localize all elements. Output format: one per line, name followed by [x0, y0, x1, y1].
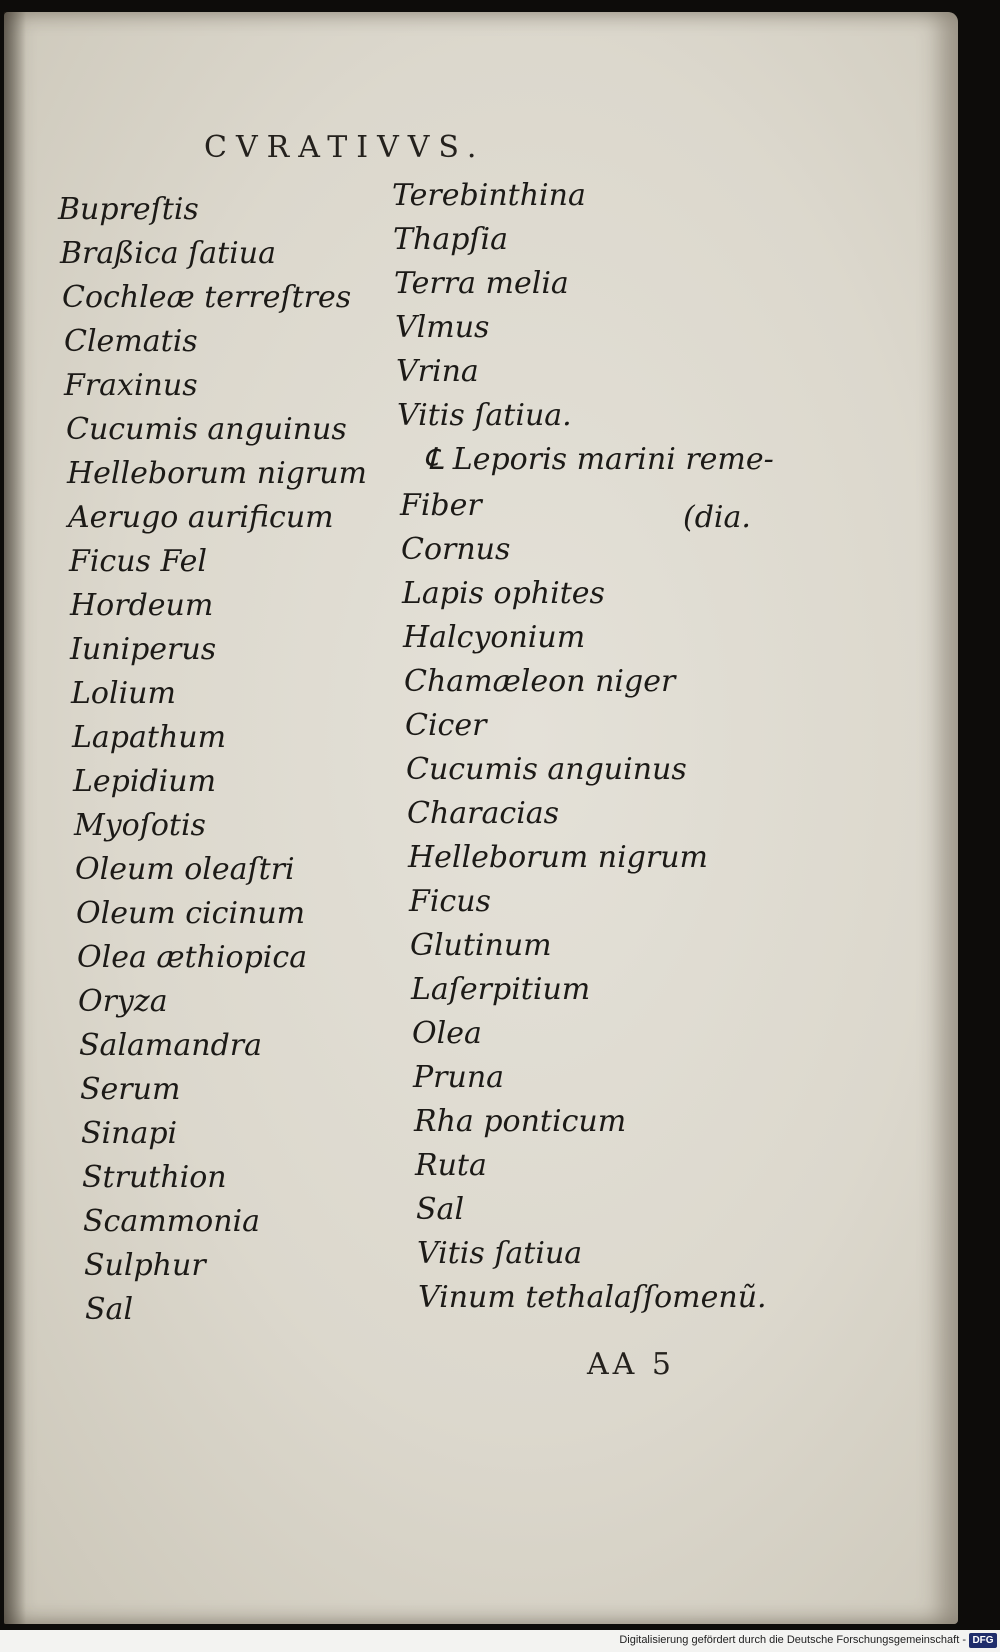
right-entry: Ruta — [415, 1148, 487, 1183]
right-entry: Helleborum nigrum — [408, 840, 708, 875]
right-entry: ℄ Leporis marini reme- — [424, 442, 774, 477]
right-entry: Ficus — [409, 884, 491, 919]
left-entry: Ficus Fel — [69, 544, 207, 579]
left-entry: Oleum cicinum — [76, 896, 306, 931]
dfg-logo-icon: DFG — [969, 1633, 997, 1648]
left-entry: Braßica ſatiua — [60, 236, 276, 271]
left-entry: Olea æthiopica — [77, 940, 308, 975]
left-entry: Salamandra — [79, 1028, 263, 1063]
left-entry: Scammonia — [83, 1204, 260, 1239]
right-entry: Chamæleon niger — [404, 664, 676, 699]
left-entry: Lepidium — [73, 764, 217, 799]
right-entry: Olea — [412, 1016, 482, 1051]
left-entry: Helleborum nigrum — [67, 456, 367, 491]
left-entry: Serum — [80, 1072, 181, 1107]
left-entry: Bupreſtis — [58, 192, 199, 227]
right-entry: Terra melia — [394, 266, 569, 301]
left-entry: Cochleæ terreſtres — [62, 280, 352, 315]
left-entry: Sulphur — [84, 1248, 206, 1283]
left-entry: Struthion — [82, 1160, 227, 1195]
right-entry: Vitis ſatiua — [417, 1236, 583, 1271]
left-entry: Aerugo aurificum — [68, 500, 334, 535]
left-entry: Sinapi — [81, 1116, 178, 1151]
right-entry: Cicer — [405, 708, 487, 743]
left-entry: Cucumis anguinus — [66, 412, 347, 447]
right-entry: Rha ponticum — [414, 1104, 627, 1139]
right-entry: Vlmus — [395, 310, 490, 345]
left-entry: Clematis — [64, 324, 198, 359]
left-entry: Myoſotis — [74, 808, 206, 843]
right-entry: Laſerpitium — [411, 972, 591, 1007]
right-entry: Glutinum — [410, 928, 552, 963]
right-entry: Characias — [407, 796, 560, 831]
right-entry: Lapis ophites — [402, 576, 605, 611]
right-entry: Pruna — [413, 1060, 505, 1095]
left-entry: Iuniperus — [70, 632, 217, 667]
page-heading: CVRATIVVS. — [204, 130, 486, 165]
left-entry: Oryza — [78, 984, 168, 1019]
right-entry: Cucumis anguinus — [406, 752, 687, 787]
right-entry: Terebinthina — [392, 178, 586, 213]
left-entry: Lapathum — [72, 720, 227, 755]
left-entry: Fraxinus — [64, 368, 198, 403]
right-entry: Vitis ſatiua. — [397, 398, 572, 433]
right-entry: Sal — [416, 1192, 465, 1227]
right-entry: Halcyonium — [403, 620, 586, 655]
footer-credit: Digitalisierung gefördert durch die Deutsche Forschungsgemeinschaft - — [619, 1634, 966, 1646]
book-page — [4, 12, 958, 1624]
left-entry: Oleum oleaſtri — [75, 852, 295, 887]
left-entry: Lolium — [71, 676, 176, 711]
right-entry: Vinum tethalaſſomenũ. — [418, 1280, 767, 1315]
right-entry: Fiber — [400, 488, 482, 523]
margin-continuation: (dia. — [683, 500, 751, 535]
right-entry: Vrina — [396, 354, 479, 389]
right-entry: Thapſia — [393, 222, 509, 257]
footer-bar — [0, 1630, 1000, 1652]
right-entry: Cornus — [401, 532, 511, 567]
left-entry: Sal — [85, 1292, 134, 1327]
signature-mark: AA 5 — [587, 1347, 675, 1382]
left-entry: Hordeum — [70, 588, 214, 623]
